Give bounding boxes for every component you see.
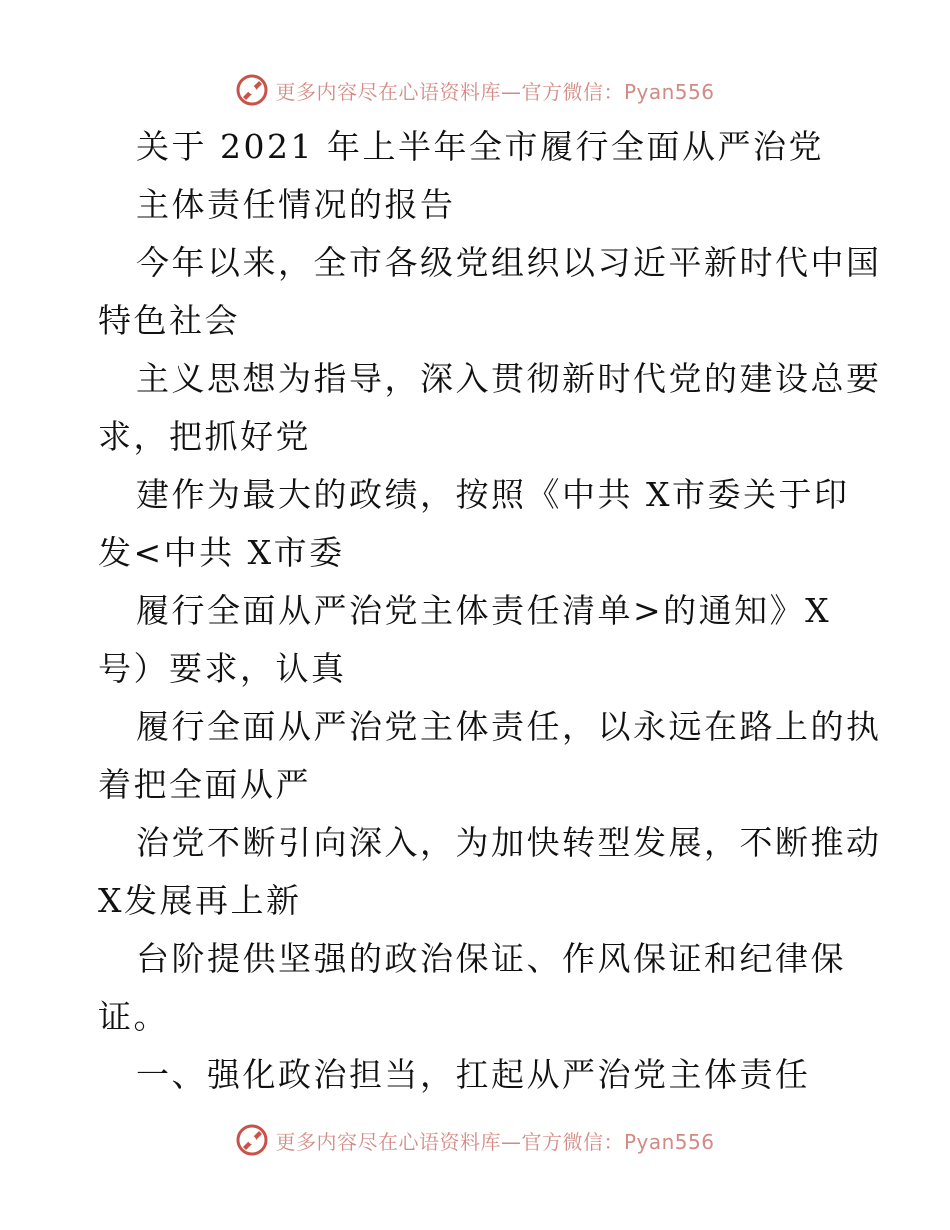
text-line: 治党不断引向深入，为加快转型发展，不断推动 (136, 823, 882, 862)
text-line: 关于 2021 年上半年全市履行全面从严治党 (136, 127, 824, 166)
brand-logo-icon (235, 1123, 269, 1157)
text-line: X发展再上新 (98, 881, 302, 920)
text-line: 履行全面从严治党主体责任，以永远在路上的执 (136, 707, 882, 746)
text-line: 建作为最大的政绩，按照《中共 X市委关于印 (136, 475, 850, 514)
text-line: 特色社会 (98, 301, 240, 340)
text-line: 号）要求，认真 (98, 649, 347, 688)
watermark-header (0, 70, 950, 110)
text-line: 主体责任情况的报告 (136, 185, 456, 224)
document-body (98, 118, 882, 1104)
watermark-footer (0, 1120, 950, 1160)
watermark-text: 更多内容尽在心语资料库—官方微信：Pyan556 (275, 79, 715, 104)
text-line: 台阶提供坚强的政治保证、作风保证和纪律保 (136, 939, 846, 978)
text-line: 发<中共 X市委 (98, 533, 345, 572)
text-line: 求，把抓好党 (98, 417, 311, 456)
brand-logo-icon (235, 73, 269, 107)
text-line: 一、强化政治担当，扛起从严治党主体责任 (136, 1055, 811, 1094)
text-line: 主义思想为指导，深入贯彻新时代党的建设总要 (136, 359, 882, 398)
watermark-text: 更多内容尽在心语资料库—官方微信：Pyan556 (275, 1129, 715, 1154)
text-line: 着把全面从严 (98, 765, 311, 804)
text-line: 证。 (98, 997, 169, 1036)
text-line: 今年以来，全市各级党组织以习近平新时代中国 (136, 243, 882, 282)
text-line: 履行全面从严治党主体责任清单>的通知》X (136, 591, 832, 630)
